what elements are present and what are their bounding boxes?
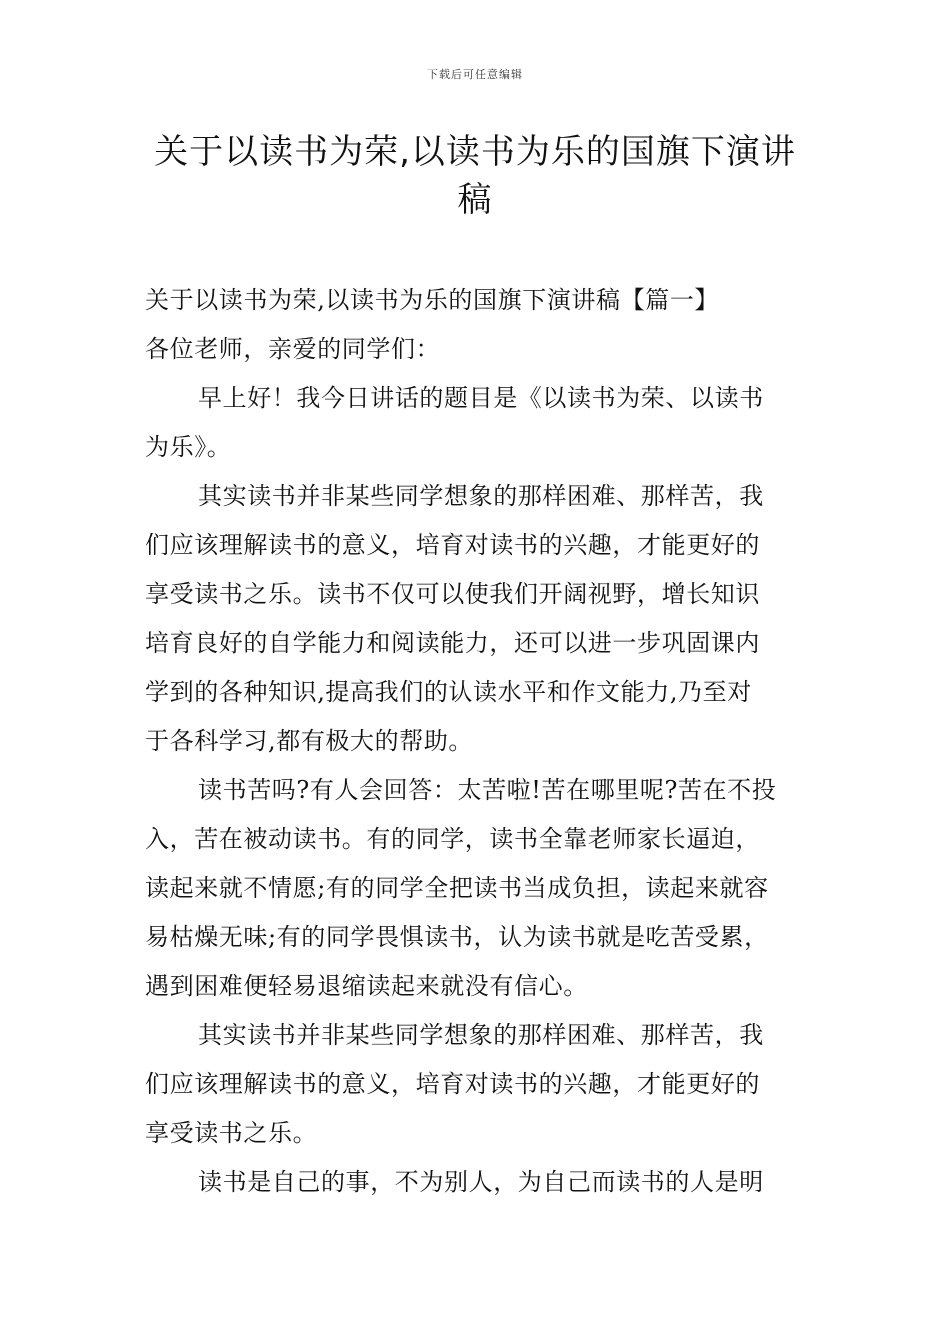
- salutation-line: 各位老师，亲爱的同学们：: [145, 335, 441, 363]
- paragraph-line: 学到的各种知识,提高我们的认读水平和作文能力,乃至对: [145, 678, 752, 706]
- paragraph-line: 为乐》。: [145, 433, 232, 461]
- paragraph-line: 易枯燥无味;有的同学畏惧读书，认为读书就是吃苦受累，: [145, 923, 769, 951]
- paragraph-line: 其实读书并非某些同学想象的那样困难、那样苦，我: [198, 1021, 764, 1049]
- subtitle-line: 关于以读书为荣,以读书为乐的国旗下演讲稿【篇一】: [145, 286, 720, 314]
- paragraph-line: 们应该理解读书的意义，培育对读书的兴趣，才能更好的: [145, 1070, 760, 1098]
- paragraph-line: 早上好！我今日讲话的题目是《以读书为荣、以读书: [198, 384, 764, 412]
- paragraph-line: 享受读书之乐。: [145, 1119, 318, 1147]
- document-title: [140, 128, 810, 224]
- paragraph-line: 读书苦吗?有人会回答：太苦啦!苦在哪里呢?苦在不投: [198, 776, 777, 804]
- paragraph-line: 培育良好的自学能力和阅读能力，还可以进一步巩固课内: [145, 629, 760, 657]
- document-body: [145, 276, 810, 1207]
- paragraph-line: 入，苦在被动读书。有的同学，读书全靠老师家长逼迫，: [145, 825, 760, 853]
- paragraph-line: 读起来就不情愿;有的同学全把读书当成负担，读起来就容: [145, 874, 769, 902]
- paragraph-line: 遇到困难便轻易退缩读起来就没有信心。: [145, 972, 588, 1000]
- paragraph-line: 们应该理解读书的意义，培育对读书的兴趣，才能更好的: [145, 531, 760, 559]
- paragraph-line: 于各科学习,都有极大的帮助。: [145, 727, 474, 755]
- title-line-2: 稿: [457, 180, 493, 220]
- header-note: 下载后可任意编辑: [427, 68, 523, 81]
- paragraph-line: 享受读书之乐。读书不仅可以使我们开阔视野，增长知识: [145, 580, 760, 608]
- title-line-1: 关于以读书为荣,以读书为乐的国旗下演讲: [154, 132, 796, 172]
- paragraph-line: 其实读书并非某些同学想象的那样困难、那样苦，我: [198, 482, 764, 510]
- paragraph-line: 读书是自己的事，不为别人，为自己而读书的人是明: [198, 1168, 764, 1196]
